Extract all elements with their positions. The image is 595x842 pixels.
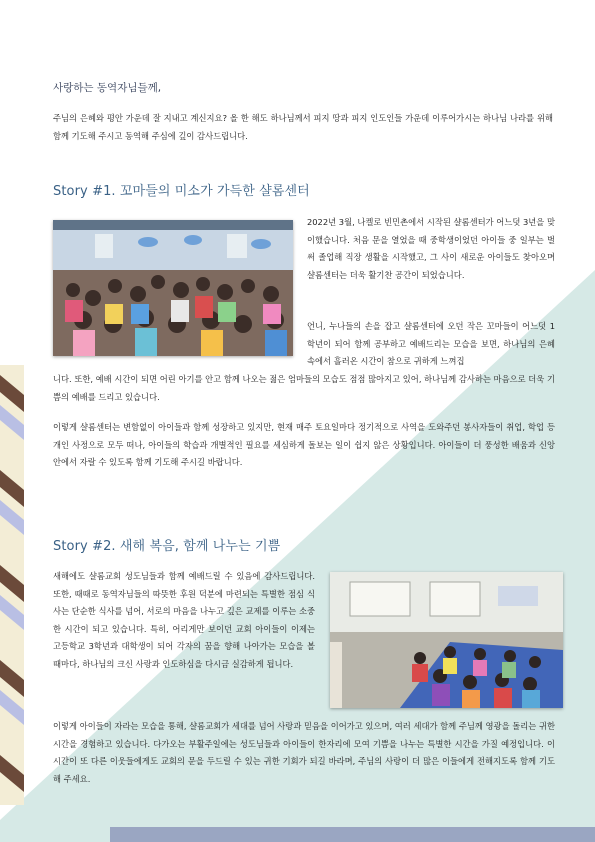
children-sitting-on-floor-photo [53, 220, 293, 356]
story2-photo [330, 572, 563, 708]
story1-paragraph-2-bottom: 니다. 또한, 예배 시간이 되면 어린 아기를 안고 함께 나오는 젊은 엄마들의 모습도 점점 많아지고 있어, 하나님께 감사하는 마음으로 더욱 기쁨의 예배를 드리고 있습니다. [53, 374, 555, 402]
story2-paragraph-2: 이렇게 아이들이 자라는 모습을 통해, 샬롬교회가 세대를 넘어 사랑과 믿음을 이어가고 있으며, 여러 세대가 함께 주님께 영광을 돌리는 귀한 시간을 경험하고 있습니다. 다가오는 부활주일에는 성도님들과 아이들이 한자리에 모여 기쁨을 나누는 특별한 시간을 가질 예정입니다. 이 시간이 또 다른 이웃들에게도 교회의 문을 두드릴 수 있는 귀한 기회가 되길 바라며, 주님의 사랑이 더 많은 이들에게 전해지도록 함께 기도해 주세요. [53, 721, 555, 784]
church-members-sharing-meal-photo [330, 572, 563, 708]
story1-heading: Story #1. 꼬마들의 미소가 가득한 샬롬센터 [53, 184, 310, 199]
story1-paragraph-3: 이렇게 샬롬센터는 변함없이 아이들과 함께 성장하고 있지만, 현재 매주 토요일마다 정기적으로 사역을 도와주던 봉사자들이 취업, 학업 등 개인 사정으로 모두 떠나, 아이들의 학습과 개별적인 필요를 세심하게 돌보는 일이 쉽지 않은 상황입니다. 아이들이 더 풍성한 배움과 신앙 안에서 자랄 수 있도록 함께 기도해 주시길 바랍니다. [53, 422, 555, 468]
story1-paragraph-1: 2022년 3월, 나켈로 빈민촌에서 시작된 샬롬센터가 어느덧 3년을 맞이했습니다. 처음 문을 열었을 때 중학생이었던 아이들 중 일부는 벌써 졸업해 직장 생활을 시작했고, 그 사이 새로운 아이들도 찾아오며 샬롬센터는 더욱 활기찬 공간이 되었습니다. [307, 217, 555, 280]
story1-paragraph-2-top: 언니, 누나들의 손을 잡고 샬롬센터에 오던 작은 꼬마들이 어느덧 1학년이 되어 함께 공부하고 예배드리는 모습을 보면, 하나님의 은혜 속에서 흘러온 시간이 참으로 귀하게 느껴집 [307, 321, 555, 367]
story2-heading: Story #2. 새해 복음, 함께 나누는 기쁨 [53, 539, 281, 554]
greeting: 사랑하는 동역자님들께, [53, 82, 162, 94]
story2-paragraph-1: 새해에도 샬롬교회 성도님들과 함께 예배드릴 수 있음에 감사드립니다. 또한, 때때로 동역자님들의 따뜻한 후원 덕분에 마련되는 특별한 점심 식사는 단순한 식사를 넘어, 서로의 마음을 나누고 깊은 교제를 이루는 소중한 시간이 되고 있습니다. 특히, 어리게만 보이던 교회 아이들이 이제는 고등학교 3학년과 대학생이 되어 각자의 꿈을 향해 나아가는 모습을 볼 때마다, 하나님의 크신 사랑과 인도하심을 다시금 실감하게 됩니다. [53, 571, 315, 669]
intro-paragraph: 주님의 은혜와 평안 가운데 잘 지내고 계신지요? 올 한 해도 하나님께서 피지 땅과 피지 인도인들 가운데 이루어가시는 하나님 나라를 위해 함께 기도해 주시고 동역해 주심에 깊이 감사드립니다. [53, 113, 553, 141]
story1-photo [53, 220, 293, 356]
